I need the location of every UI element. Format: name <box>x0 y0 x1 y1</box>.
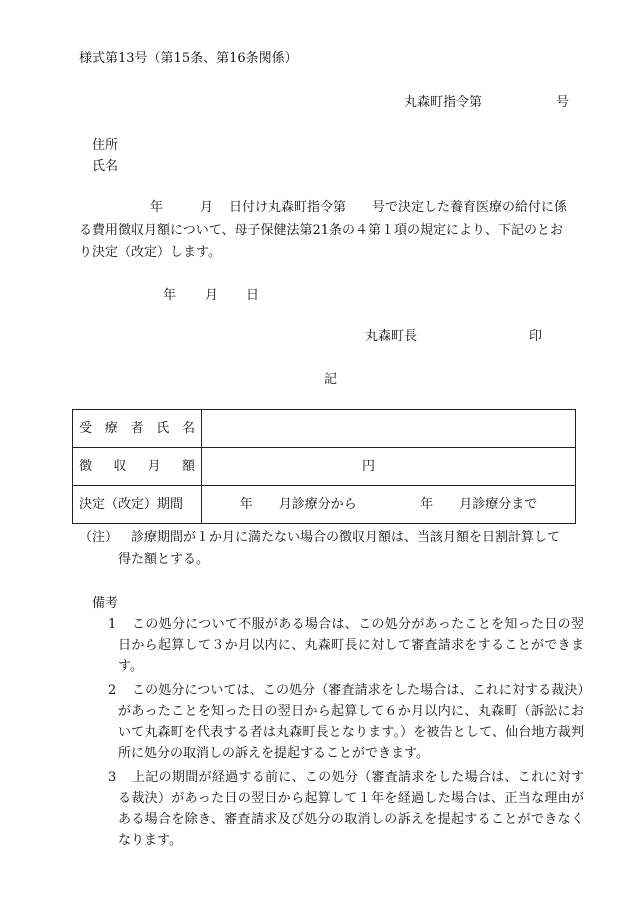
period-to: 年 月診療分まで <box>420 497 538 512</box>
table-row <box>73 486 576 524</box>
note-mark: （注） <box>79 530 119 545</box>
issue-date-day: 日 <box>246 288 260 303</box>
decision-period-label: 決定（改定）期間 <box>73 486 202 524</box>
monthly-fee-value <box>202 448 576 486</box>
seal-mark: 印 <box>529 329 543 344</box>
issuer-title: 丸森町長 <box>365 329 418 344</box>
recipient-address-label: 住所 <box>92 138 119 153</box>
remark-number: 1 <box>108 617 117 632</box>
table-row <box>73 410 576 448</box>
remark-number: 2 <box>108 683 117 698</box>
issue-date-month: 月 <box>205 288 219 303</box>
remark-item-2: この処分については、この処分（審査請求をした場合は、これに対する裁決）があったことを知った日の翌日から起算して６か月以内に、丸森町（訴訟において丸森町を代表する者は丸森町長となります。）を被告として、仙台地方裁判所に処分の取消しの訴えを提起することができます。 <box>118 683 584 761</box>
yen-unit: 円 <box>361 459 375 474</box>
issue-date-year: 年 <box>163 288 177 303</box>
remark-item-3: 上記の期間が経過する前に、この処分（審査請求をした場合は、これに対する裁決）があった日の翌日から起算して１年を経過した場合は、正当な理由がある場合を除き、審査請求及び処分の取消しの訴えを提起することができなくなります。 <box>118 770 584 848</box>
remarks-heading: 備考 <box>92 596 119 611</box>
monthly-fee-label: 徴 収 月 額 <box>73 448 202 486</box>
doc-number-suffix: 号 <box>556 95 570 110</box>
decision-table <box>72 409 576 524</box>
note-line-1: 診療期間が１か月に満たない場合の徴収月額は、当該月額を日割計算して <box>131 530 561 545</box>
table-row <box>73 448 576 486</box>
intro-line-2: る費用徴収月額について、母子保健法第21条の４第１項の規定により、下記のとお <box>79 223 564 238</box>
decision-period-value <box>202 486 576 524</box>
intro-line-3: り決定（改定）します。 <box>79 245 221 260</box>
doc-number-prefix: 丸森町指令第 <box>404 95 483 110</box>
remark-number: 3 <box>108 770 117 785</box>
intro-date-year: 年 <box>150 200 164 215</box>
patient-name-label: 受 療 者 氏 名 <box>73 410 202 448</box>
note-line-2: 得た額とする。 <box>118 552 210 567</box>
recipient-name-label: 氏名 <box>92 159 119 174</box>
remark-item-1: この処分について不服がある場合は、この処分があったことを知った日の翌日から起算して３か月以内に、丸森町長に対して審査請求をすることができます。 <box>118 617 584 674</box>
form-number-label: 様式第13号（第15条、第16条関係） <box>79 51 298 66</box>
ki-heading: 記 <box>324 372 338 387</box>
intro-date-month: 月 <box>200 200 214 215</box>
period-from: 年 月診療分から <box>239 497 357 512</box>
intro-line-1: 日付け丸森町指令第 号で決定した養育医療の給付に係 <box>229 200 568 215</box>
patient-name-value <box>202 410 576 448</box>
